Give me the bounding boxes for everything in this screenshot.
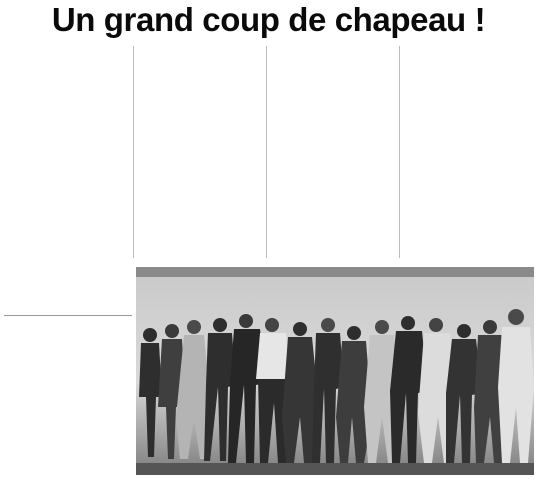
column-divider xyxy=(133,46,134,258)
stage-photo-image xyxy=(136,267,534,475)
article-column-3 xyxy=(270,44,394,262)
performance-info-box xyxy=(4,315,132,475)
article-column-1 xyxy=(4,44,128,262)
stage-curtain-top xyxy=(136,267,534,277)
column-divider xyxy=(266,46,267,258)
stage-photo xyxy=(136,267,534,475)
article-column-2 xyxy=(137,44,261,262)
article-headline: Un grand coup de chapeau ! xyxy=(51,1,486,38)
column-divider xyxy=(399,46,400,258)
stage-floor xyxy=(136,463,534,475)
article-column-4 xyxy=(403,44,533,262)
photo-caption xyxy=(4,270,132,312)
